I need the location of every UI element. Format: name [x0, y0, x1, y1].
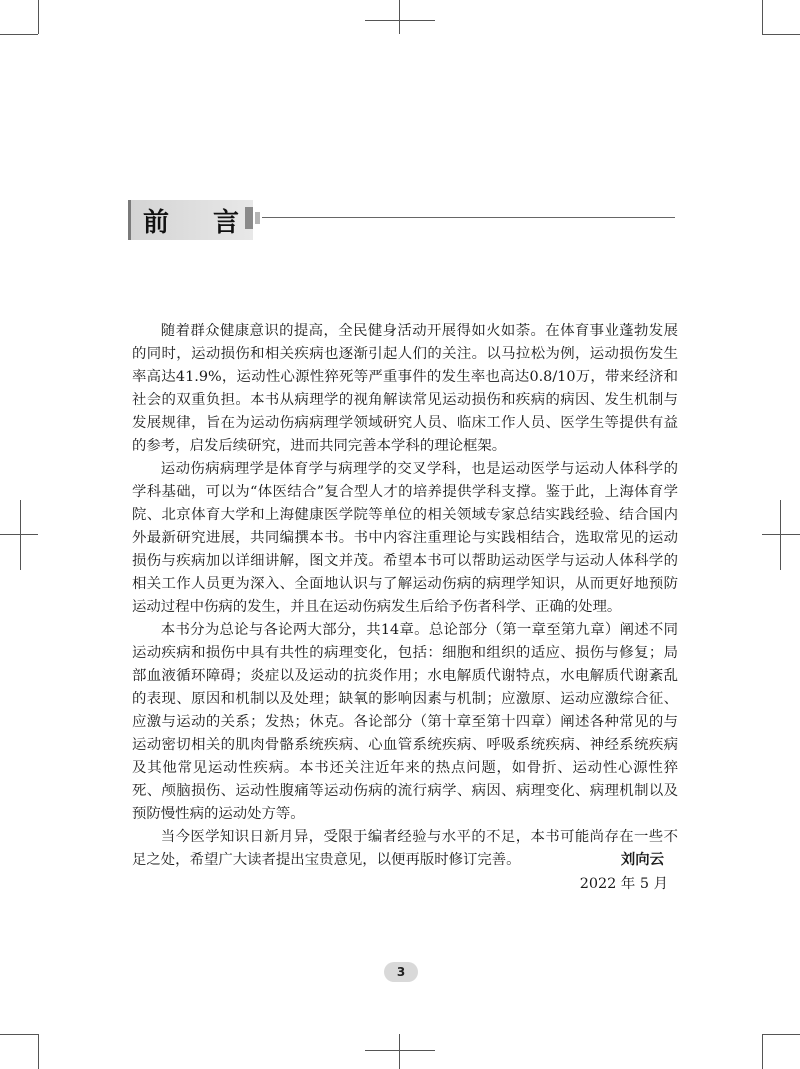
- paragraph: 本书分为总论与各论两大部分，共14章。总论部分（第一章至第九章）阐述不同运动疾病和损伤中具有共性的病理变化，包括：细胞和组织的适应、损伤与修复；局部血液循环障碍；炎症以及运动的抗炎作用；水电解质代谢特点，水电解质代谢紊乱的表现、原因和机制以及处理；缺氧的影响因素与机制；应激原、运动应激综合征、应激与运动的关系；发热；休克。各论部分（第十章至第十四章）阐述各种常见的与运动密切相关的肌肉骨骼系统疾病、心血管系统疾病、呼吸系统疾病、神经系统疾病及其他常见运动性疾病。本书还关注近年来的热点问题，如骨折、运动性心源性猝死、颅脑损伤、运动性腹痛等运动伤病的流行病学、病因、病理变化、病理机制以及预防慢性病的运动处方等。: [132, 622, 678, 822]
- author-name: 刘向云: [620, 851, 664, 868]
- paragraph: 随着群众健康意识的提高，全民健身活动开展得如火如荼。在体育事业蓬勃发展的同时，运动损伤和相关疾病也逐渐引起人们的关注。以马拉松为例，运动损伤发生率高达41.9%，运动性心源性猝死等严重事件的发生率也高达0.8/10万，带来经济和社会的双重负担。本书从病理学的视角解读常见运动损伤和疾病的病因、发生机制与发展规律，旨在为运动伤病病理学领域研究人员、临床工作人员、医学生等提供有益的参考，启发后续研究，进而共同完善本学科的理论框架。: [132, 323, 678, 454]
- paragraph: 当今医学知识日新月异，受限于编者经验与水平的不足，本书可能尚存在一些不足之处，希望广大读者提出宝贵意见，以便再版时修订完善。: [132, 829, 678, 868]
- title-char-2: 言: [212, 207, 239, 238]
- heading-rule: [262, 217, 675, 218]
- signature: [580, 848, 668, 896]
- title-char-1: 前: [143, 207, 170, 238]
- page-title: [128, 200, 253, 240]
- page-number: 3: [384, 962, 418, 982]
- heading-decoration: [255, 212, 260, 224]
- heading-decoration: [245, 207, 253, 229]
- paragraph: 运动伤病病理学是体育学与病理学的交叉学科，也是运动医学与运动人体科学的学科基础，可以为“体医结合”复合型人才的培养提供学科支撑。鉴于此，上海体育学院、北京体育大学和上海健康医学院等单位的相关领域专家总结实践经验、结合国内外最新研究进展，共同编撰本书。书中内容注重理论与实践相结合，选取常见的运动损伤与疾病加以详细讲解，图文并茂。希望本书可以帮助运动医学与运动人体科学的相关工作人员更为深入、全面地认识与了解运动伤病的病理学知识，从而更好地预防运动过程中伤病的发生，并且在运动伤病发生后给予伤者科学、正确的处理。: [132, 461, 678, 615]
- preface-body: [132, 320, 678, 872]
- signature-date: 2022 年 5 月: [579, 876, 668, 892]
